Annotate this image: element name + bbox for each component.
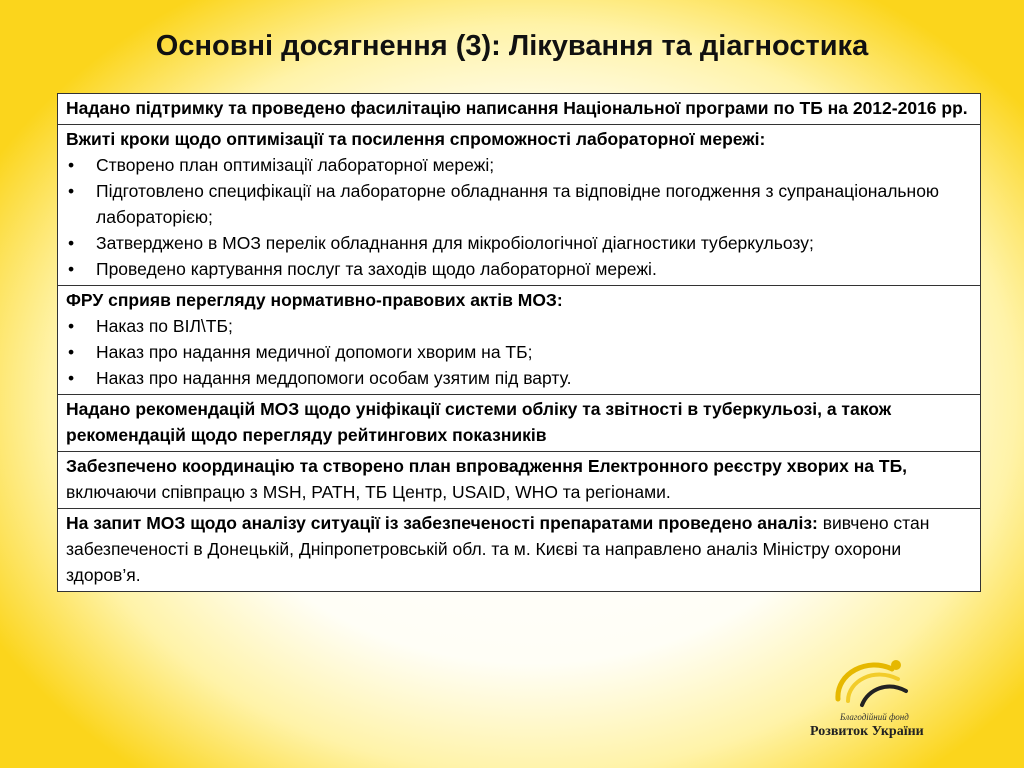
- list-item: • Затверджено в МОЗ перелік обладнання для мікробіологічної діагностики туберкульозу;: [66, 230, 970, 256]
- list-item: • Наказ про надання меддопомоги особам узятим під варту.: [66, 365, 970, 391]
- logo-emblem-icon: [828, 655, 918, 713]
- row-heading: Надано підтримку та проведено фасилітацію написання Національної програми по ТБ на 2012-2016 рр.: [66, 98, 968, 118]
- table-row: [58, 94, 981, 125]
- list-item: • Наказ про надання медичної допомоги хворим на ТБ;: [66, 339, 970, 365]
- list-item: • Проведено картування послуг та заходів щодо лабораторної мережі.: [66, 256, 970, 282]
- table-row: [58, 286, 981, 395]
- logo-small-text: Благодійний фонд: [840, 712, 909, 722]
- table-cell: [58, 452, 981, 509]
- table-cell: [58, 94, 981, 125]
- table-cell: [58, 286, 981, 395]
- row-note: включаючи співпрацю з MSH, PATH, ТБ Центр, USAID, WHO та регіонами.: [66, 482, 671, 502]
- list-item: • Створено план оптимізації лабораторної мережі;: [66, 152, 970, 178]
- table-cell: [58, 509, 981, 592]
- list-item: • Наказ по ВІЛ\ТБ;: [66, 313, 970, 339]
- row-heading: На запит МОЗ щодо аналізу ситуації із забезпеченості препаратами проведено аналіз:: [66, 513, 818, 533]
- table-row: [58, 395, 981, 452]
- bullet-list: [66, 152, 970, 282]
- table-row: [58, 509, 981, 592]
- logo-big-text: Розвиток України: [810, 724, 924, 739]
- foundation-logo: [808, 655, 958, 745]
- row-heading: Вжиті кроки щодо оптимізації та посилення спроможності лабораторної мережі:: [66, 129, 766, 149]
- row-heading: ФРУ сприяв перегляду нормативно-правових актів МОЗ:: [66, 290, 563, 310]
- row-note: вивчено стан забезпеченості в Донецькій, Дніпропетровській обл. та м. Києві та направлено аналіз Міністру охорони здоров’я.: [66, 513, 930, 585]
- list-item: • Підготовлено специфікації на лабораторне обладнання та відповідне погодження з супранаціональною лабораторією;: [66, 178, 970, 230]
- table-cell: [58, 395, 981, 452]
- table-row: [58, 452, 981, 509]
- row-heading: Надано рекомендацій МОЗ щодо уніфікації системи обліку та звітності в туберкульозі, а також рекомендацій щодо перегляду рейтингових показників: [66, 399, 892, 445]
- slide-title: Основні досягнення (3): Лікування та діагностика: [155, 30, 869, 62]
- achievements-table: [57, 93, 981, 592]
- row-heading: Забезпечено координацію та створено план впровадження Електронного реєстру хворих на ТБ,: [66, 456, 908, 476]
- bullet-list: [66, 313, 970, 391]
- table-cell: [58, 125, 981, 286]
- table-row: [58, 125, 981, 286]
